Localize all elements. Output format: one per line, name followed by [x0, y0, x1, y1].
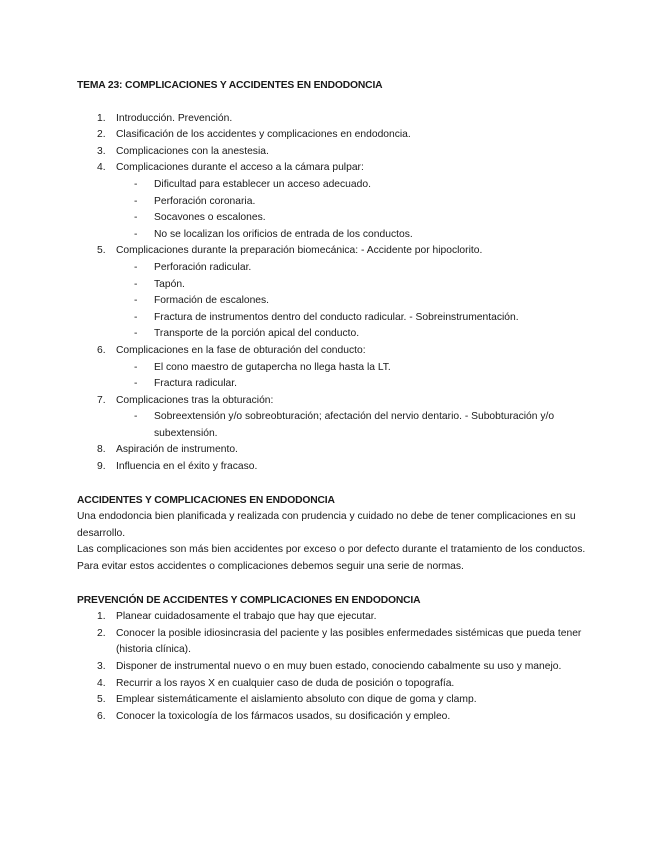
sub-item-text: El cono maestro de gutapercha no llega hasta la LT. — [154, 361, 391, 373]
sub-list-item: - No se localizan los orificios de entrada de los conductos. — [134, 228, 413, 240]
tema-list-cont-6 — [77, 343, 587, 360]
list-number: 2. — [97, 129, 106, 141]
tema-item-4-sublist — [77, 177, 587, 243]
accidentes-paragraph-3: Para evitar estos accidentes o complicaciones debemos seguir una serie de normas. — [77, 561, 464, 573]
tema-item-6 — [77, 343, 587, 360]
tema-item-6-sublist — [77, 360, 587, 393]
prevencion-item-2 — [77, 626, 587, 659]
tema-item-3 — [77, 144, 587, 161]
list-number: 9. — [97, 461, 106, 473]
sub-item-text: Perforación radicular. — [154, 261, 252, 273]
sub-item-text: Fractura de instrumentos dentro del conducto radicular. - Sobreinstrumentación. — [154, 311, 519, 323]
prevencion-item-4 — [77, 676, 587, 693]
list-item-text: Planear cuidadosamente el trabajo que hay que ejecutar. — [116, 611, 377, 623]
sub-list-item: - Fractura de instrumentos dentro del conducto radicular. - Sobreinstrumentación. — [134, 311, 519, 323]
list-item-text: Emplear sistemáticamente el aislamiento absoluto con dique de goma y clamp. — [116, 694, 477, 706]
list-number: 6. — [97, 710, 106, 722]
sub-list-item: - Sobreextensión y/o sobreobturación; afectación del nervio dentario. - Subobturación y/o subextensión. — [134, 411, 555, 439]
tema-list-cont-5 — [77, 243, 587, 260]
list-item-text: Complicaciones durante el acceso a la cámara pulpar: — [116, 162, 364, 174]
document-content — [77, 78, 587, 725]
sub-list-item: - Socavones o escalones. — [134, 212, 266, 224]
sub-list-item: - El cono maestro de gutapercha no llega hasta la LT. — [134, 361, 391, 373]
sub-item-text: Perforación coronaria. — [154, 195, 256, 207]
list-number: 3. — [97, 145, 106, 157]
list-number: 7. — [97, 394, 106, 406]
list-item-text: Complicaciones con la anestesia. — [116, 145, 269, 157]
tema-item-7 — [77, 393, 587, 410]
list-item-text: Complicaciones tras la obturación: — [116, 394, 274, 406]
sub-list-item: - Perforación coronaria. — [134, 195, 256, 207]
sub-item-text: Dificultad para establecer un acceso adecuado. — [154, 178, 371, 190]
sub-list-item: - Tapón. — [134, 278, 185, 290]
sub-item-text: Fractura radicular. — [154, 378, 237, 390]
accidentes-paragraph-2: Las complicaciones son más bien accidentes por exceso o por defecto durante el tratamiento de los conductos. — [77, 544, 586, 556]
tema-item-1 — [77, 111, 587, 128]
sub-list-item: - Transporte de la porción apical del conducto. — [134, 328, 360, 340]
list-item-text: Aspiración de instrumento. — [116, 444, 238, 456]
tema-item-7-sublist — [77, 409, 587, 442]
sub-item-text: Tapón. — [154, 278, 185, 290]
sub-list-item: - Formación de escalones. — [134, 295, 270, 307]
list-item-text: Recurrir a los rayos X en cualquier caso de duda de posición o topografía. — [116, 677, 455, 689]
accidentes-title: ACCIDENTES Y COMPLICACIONES EN ENDODONCIA — [77, 494, 335, 506]
prevencion-item-3 — [77, 659, 587, 676]
list-number: 8. — [97, 444, 106, 456]
sub-item-text: Socavones o escalones. — [154, 212, 266, 224]
sub-list-item: - Dificultad para establecer un acceso adecuado. — [134, 178, 371, 190]
tema-item-2 — [77, 127, 587, 144]
sub-list-item: - Fractura radicular. — [134, 378, 237, 390]
sub-item-text: Sobreextensión y/o sobreobturación; afectación del nervio dentario. - Subobturación y/o subextensión. — [154, 411, 555, 439]
list-number: 4. — [97, 162, 106, 174]
list-item-text: Complicaciones en la fase de obturación del conducto: — [116, 344, 366, 356]
tema-item-5 — [77, 243, 587, 260]
tema-item-4 — [77, 160, 587, 177]
prevencion-list — [77, 609, 587, 725]
list-item-text: Complicaciones durante la preparación biomecánica: - Accidente por hipoclorito. — [116, 245, 483, 257]
list-number: 1. — [97, 112, 106, 124]
sub-item-text: Formación de escalones. — [154, 295, 270, 307]
list-number: 5. — [97, 245, 106, 257]
tema-list — [77, 111, 587, 177]
list-number: 4. — [97, 677, 106, 689]
list-number: 5. — [97, 694, 106, 706]
sub-list-item: - Perforación radicular. — [134, 261, 252, 273]
list-item-text: Clasificación de los accidentes y complicaciones en endodoncia. — [116, 129, 411, 141]
list-number: 1. — [97, 611, 106, 623]
list-item-text: Disponer de instrumental nuevo o en muy buen estado, conociendo cabalmente su uso y manejo. — [116, 661, 562, 672]
sub-item-text: Transporte de la porción apical del conducto. — [154, 328, 360, 340]
tema-item-5-sublist — [77, 260, 587, 343]
prevencion-item-1 — [77, 609, 587, 626]
list-item-text: Influencia en el éxito y fracaso. — [116, 461, 258, 473]
tema-item-9 — [77, 459, 587, 476]
prevencion-title: PREVENCIÓN DE ACCIDENTES Y COMPLICACIONES EN ENDODONCIA — [77, 594, 421, 606]
list-item-text: Conocer la toxicología de los fármacos usados, su dosificación y empleo. — [116, 710, 451, 722]
list-number: 3. — [97, 661, 106, 672]
prevencion-item-6 — [77, 709, 587, 726]
list-number: 2. — [97, 627, 106, 639]
list-item-text: Introducción. Prevención. — [116, 112, 233, 124]
tema-list-cont-8 — [77, 442, 587, 475]
tema-list-cont-7 — [77, 393, 587, 410]
accidentes-paragraph-1: Una endodoncia bien planificada y realizada con prudencia y cuidado no debe de tener complicaciones en su desarrollo. — [77, 511, 576, 539]
sub-item-text: No se localizan los orificios de entrada de los conductos. — [154, 228, 413, 240]
list-item-text: Conocer la posible idiosincrasia del paciente y las posibles enfermedades sistémicas que pueda tener (historia clínica). — [116, 627, 582, 656]
list-number: 6. — [97, 344, 106, 356]
tema-title: TEMA 23: COMPLICACIONES Y ACCIDENTES EN ENDODONCIA — [77, 80, 383, 91]
tema-item-8 — [77, 442, 587, 459]
prevencion-item-5 — [77, 692, 587, 709]
